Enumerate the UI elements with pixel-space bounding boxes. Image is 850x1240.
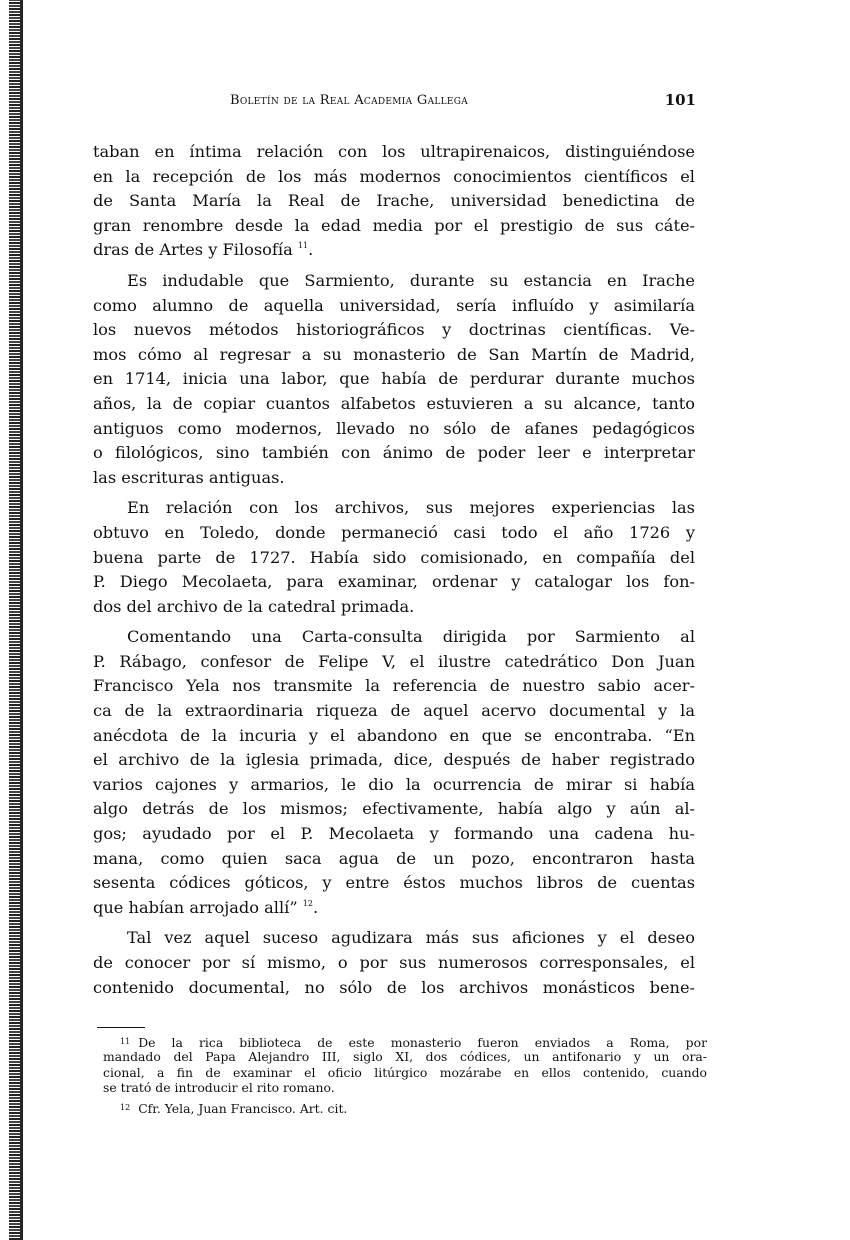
text-line: buena parte de 1727. Había sido comisionado, en compañía del — [93, 547, 695, 567]
text-line: de conocer por sí mismo, o por sus numerosos corresponsales, el — [93, 953, 695, 972]
text-line: gran renombre desde la edad media por el prestigio de sus cáte- — [93, 215, 695, 235]
text-line: años, la de copiar cuantos alfabetos estuvieren a su alcance, tanto — [93, 393, 695, 413]
text-line: mana, como quien saca agua de un pozo, encontraron hasta — [93, 848, 695, 868]
running-head — [230, 93, 696, 113]
paragraph-1 — [93, 140, 695, 263]
text-line: contenido documental, no sólo de los archivos monásticos bene- — [93, 977, 695, 997]
text-line: los nuevos métodos historiográficos y doctrinas científicas. Ve- — [93, 320, 695, 340]
footnotes — [103, 1034, 707, 1120]
text-line: algo detrás de los mismos; efectivamente, había algo y aún al- — [93, 799, 695, 819]
text-line: anécdota de la incuria y el abandono en que se encontraba. “En — [93, 725, 695, 745]
footnote-line: mandado del Papa Alejandro III, siglo XI, dos códices, un antifonario y un ora- — [103, 1049, 707, 1065]
text-line: antiguos como modernos, llevado no sólo de afanes pedagógicos — [93, 418, 695, 438]
text-line — [93, 238, 695, 263]
footnote-11 — [103, 1034, 707, 1095]
text-line: taban en íntima relación con los ultrapirenaicos, distinguiéndose — [93, 142, 695, 161]
text-line: las escrituras antiguas. — [93, 467, 285, 487]
text-line: como alumno de aquella universidad, sería influído y asimilaría — [93, 295, 695, 315]
page-number: 101 — [664, 91, 696, 109]
punctuation: . — [312, 897, 319, 917]
text-fragment: dras de Artes y Filosofía — [93, 240, 293, 260]
text-fragment: que habían arrojado allí” — [93, 897, 298, 917]
text-line: sesenta códices góticos, y entre éstos muchos libros de cuentas — [93, 873, 695, 893]
body-text — [93, 140, 695, 1006]
text-line: dos del archivo de la catedral primada. — [93, 596, 415, 616]
text-line: el archivo de la iglesia primada, dice, después de haber registrado — [93, 750, 695, 770]
text-line: P. Diego Mecolaeta, para examinar, ordenar y catalogar los fon- — [93, 572, 695, 592]
text-line: gos; ayudado por el P. Mecolaeta y formando una cadena hu- — [93, 824, 695, 844]
footnote-ref-11[interactable]: 11 — [297, 241, 309, 251]
text-line: Comentando una Carta-consulta dirigida por Sarmiento al — [127, 627, 695, 647]
punctuation: . — [308, 240, 314, 260]
footnote-line: se trató de introducir el rito romano. — [103, 1079, 335, 1095]
text-line: en 1714, inicia una labor, que había de perdurar durante muchos — [93, 369, 695, 389]
footnote-ref-12[interactable]: 12 — [302, 898, 313, 908]
text-fragment: Cfr. Yela, Juan Francisco. Art. cit. — [138, 1101, 348, 1117]
text-line: o filológicos, sino también con ánimo de poder leer e interpretar — [93, 443, 695, 463]
text-line: obtuvo en Toledo, donde permaneció casi todo el año 1726 y — [93, 522, 695, 542]
footnote-separator — [97, 1027, 145, 1028]
text-line: ca de la extraordinaria riqueza de aquel acervo documental y la — [93, 701, 695, 721]
paragraph-4 — [93, 625, 695, 920]
text-line: P. Rábago, confesor de Felipe V, el ilustre catedrático Don Juan — [93, 651, 695, 671]
text-line: Francisco Yela nos transmite la referencia de nuestro sabio acer- — [93, 676, 695, 696]
paragraph-2 — [93, 269, 695, 490]
text-line — [93, 896, 695, 921]
footnote-line — [103, 1100, 707, 1115]
text-line: En relación con los archivos, sus mejores experiencias las — [127, 498, 695, 518]
footnote-line: cional, a fin de examinar el oficio litúrgico mozárabe en ellos contenido, cuando — [103, 1064, 707, 1080]
text-line: varios cajones y armarios, le dio la ocurrencia de mirar si había — [93, 774, 695, 794]
scan-binding-edge — [9, 0, 21, 1240]
footnote-line — [103, 1034, 707, 1049]
text-line: en la recepción de los más modernos conocimientos científicos el — [93, 166, 695, 186]
footnote-12 — [103, 1100, 707, 1115]
text-fragment: De la rica biblioteca de este monasterio fueron enviados a Roma, por — [138, 1035, 707, 1050]
paragraph-3 — [93, 496, 695, 619]
footnote-mark: 11 — [120, 1037, 131, 1046]
text-line: Es indudable que Sarmiento, durante su estancia en Irache — [127, 270, 695, 290]
text-line: mos cómo al regresar a su monasterio de San Martín de Madrid, — [93, 344, 695, 364]
paragraph-5 — [93, 926, 695, 1000]
footnote-mark: 12 — [120, 1103, 131, 1113]
running-title: Boletín de la Real Academia Gallega — [230, 93, 469, 108]
text-line: Tal vez aquel suceso agudizara más sus aficiones y el deseo — [127, 928, 695, 948]
text-line: de Santa María la Real de Irache, universidad benedictina de — [93, 191, 695, 211]
